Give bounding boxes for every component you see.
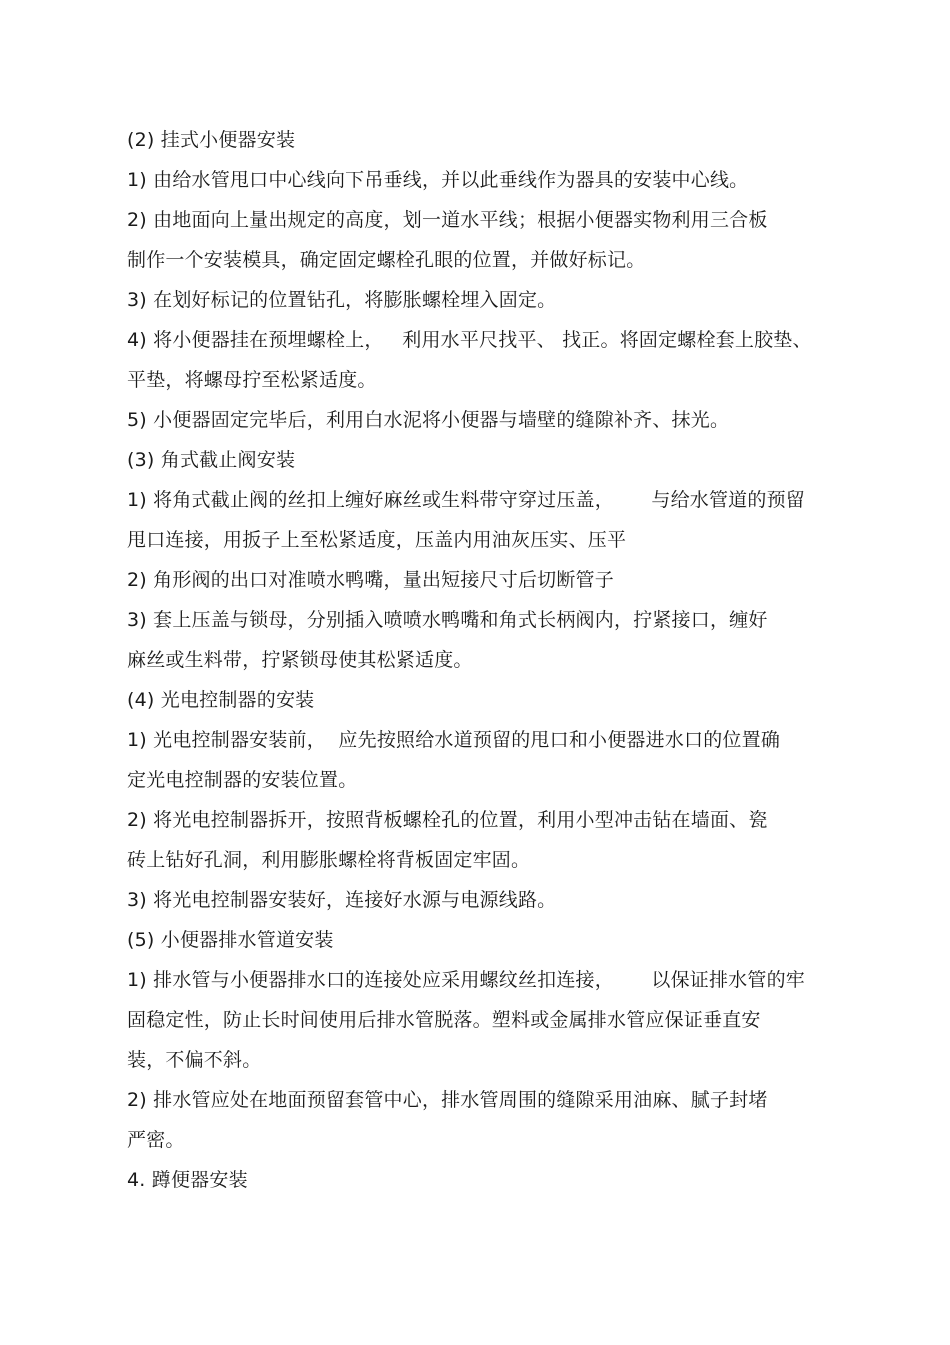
paragraph-line: 制作一个安装模具，确定固定螺栓孔眼的位置，并做好标记。 — [127, 249, 646, 271]
paragraph-line: 砖上钻好孔洞，利用膨胀螺栓将背板固定牢固。 — [127, 849, 531, 871]
paragraph-line: 2) 角形阀的出口对准喷水鸭嘴，量出短接尺寸后切断管子 — [127, 569, 614, 591]
paragraph-line: 5) 小便器固定完毕后，利用白水泥将小便器与墙壁的缝隙补齐、抹光。 — [127, 409, 730, 431]
heading-photo-controller: (4) 光电控制器的安装 — [127, 689, 315, 711]
paragraph-line: 甩口连接，用扳子上至松紧适度，压盖内用油灰压实、压平 — [127, 529, 627, 551]
paragraph-line: 1) 光电控制器安装前， 应先按照给水道预留的甩口和小便器进水口的位置确 — [127, 729, 781, 751]
paragraph-line: 装，不偏不斜。 — [127, 1049, 262, 1071]
paragraph-line: 平垫，将螺母拧至松紧适度。 — [127, 369, 377, 391]
heading-wall-urinal: (2) 挂式小便器安装 — [127, 129, 296, 151]
paragraph-line: 严密。 — [127, 1129, 185, 1151]
paragraph-line: 3) 套上压盖与锁母，分别插入喷喷水鸭嘴和角式长柄阀内，拧紧接口，缠好 — [127, 609, 768, 631]
paragraph-line: 4) 将小便器挂在预埋螺栓上， 利用水平尺找平、 找正。将固定螺栓套上胶垫、 — [127, 329, 812, 351]
paragraph-line: 3) 将光电控制器安装好，连接好水源与电源线路。 — [127, 889, 557, 911]
paragraph-line: 麻丝或生料带，拧紧锁母使其松紧适度。 — [127, 649, 473, 671]
heading-squat-toilet: 4. 蹲便器安装 — [127, 1169, 248, 1191]
paragraph-line: 固稳定性，防止长时间使用后排水管脱落。塑料或金属排水管应保证垂直安 — [127, 1009, 761, 1031]
paragraph-line: 1) 将角式截止阀的丝扣上缠好麻丝或生料带守穿过压盖， 与给水管道的预留 — [127, 489, 805, 511]
paragraph-line: 2) 将光电控制器拆开，按照背板螺栓孔的位置，利用小型冲击钻在墙面、瓷 — [127, 809, 768, 831]
paragraph-line: 定光电控制器的安装位置。 — [127, 769, 358, 791]
paragraph-line: 3) 在划好标记的位置钻孔，将膨胀螺栓埋入固定。 — [127, 289, 557, 311]
paragraph-line: 1) 排水管与小便器排水口的连接处应采用螺纹丝扣连接， 以保证排水管的牢 — [127, 969, 805, 991]
paragraph-line: 2) 排水管应处在地面预留套管中心，排水管周围的缝隙采用油麻、腻子封堵 — [127, 1089, 768, 1111]
heading-angle-valve: (3) 角式截止阀安装 — [127, 449, 296, 471]
paragraph-line: 1) 由给水管甩口中心线向下吊垂线，并以此垂线作为器具的安装中心线。 — [127, 169, 749, 191]
heading-drain-pipe: (5) 小便器排水管道安装 — [127, 929, 334, 951]
paragraph-line: 2) 由地面向上量出规定的高度，划一道水平线；根据小便器实物利用三合板 — [127, 209, 768, 231]
